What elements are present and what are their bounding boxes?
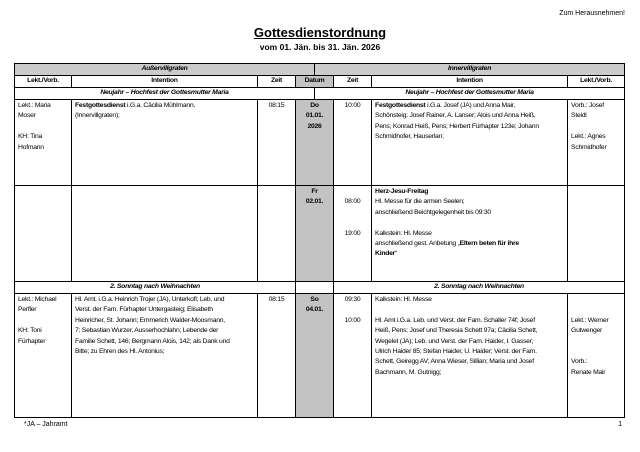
col-header-intention-right: Intention (372, 76, 568, 88)
col-header-datum: Datum (296, 76, 334, 88)
zeit-line: 08:15 (268, 102, 285, 109)
region-header-left: Außervillgraten (15, 64, 315, 76)
zeit-line: 09:30 (344, 296, 361, 303)
intention-line: Ulrich Haider 85; Stefan Haider, U. Haider; Verst. der Fam. (375, 348, 537, 356)
intention-line: Bachmann, M. Gutnigg; (375, 368, 442, 376)
lekt-line: KH: Tina (18, 133, 43, 141)
zeit-cell-right (334, 294, 372, 418)
lekt-line (571, 305, 621, 315)
intention-cell-right (372, 294, 568, 418)
lekt-line (18, 316, 68, 326)
lekt-cell-right (568, 186, 625, 282)
table-row-colhead (15, 76, 625, 88)
zeit-cell-right (334, 100, 372, 186)
intention-cell-right (372, 186, 568, 282)
col-header-intention-left: Intention (72, 76, 258, 88)
datum-line: Do (310, 102, 319, 109)
intention-line: anschließend gest. Anbetung „Eltern beten für ihre (375, 240, 519, 248)
col-header-zeit-left: Zeit (258, 76, 296, 88)
lekt-line: Hofmann (18, 143, 44, 151)
lekt-line: Vorb.: (571, 358, 588, 366)
lekt-line: Lekt.: Agnes (571, 133, 606, 141)
intention-line: Hl. Amt i.G.a. Leb. und Verst. der Fam. Schaller 74f; Josef (375, 316, 535, 324)
datum-cell (296, 294, 334, 418)
lekt-cell-right (568, 100, 625, 186)
page-subtitle: vom 01. Jän. bis 31. Jän. 2026 (259, 42, 381, 52)
intention-line: Schmidhofer, Hauserlan; (375, 133, 444, 141)
col-header-lekt-right: Lekt./Vorb. (568, 76, 625, 88)
lekt-line: Renate Mair (571, 368, 606, 376)
intention-line: Kalkstein: Hl. Messe (375, 296, 432, 303)
zeit-cell-left (258, 100, 296, 186)
section-title-left: 2. Sonntag nach Weihnachten (15, 282, 296, 294)
lekt-line: Perfler (18, 306, 37, 314)
page-number: 1 (618, 421, 622, 428)
datum-cell (296, 186, 334, 282)
lekt-line (571, 295, 621, 305)
table-row-region (15, 64, 625, 76)
datum-line: 04.01. (305, 306, 324, 314)
lekt-line: Fürhapter (18, 337, 46, 345)
table-row-entry (15, 186, 625, 282)
section-title-right: 2. Sonntag nach Weihnachten (334, 282, 625, 294)
intention-line: Kalkstein: Hl. Messe (375, 229, 432, 237)
intention-line: Festgottesdienst i.G.a. Cäcilia Mühlmann, (75, 102, 196, 109)
zeit-line: 19:00 (344, 229, 361, 237)
schedule-table (14, 63, 625, 418)
intention-line: Kinder“ (375, 250, 398, 258)
intention-line: Heinricher, St. Johann; Emmerich Walder-Moosmann, (75, 316, 225, 324)
table-row-entry (15, 100, 625, 186)
table-row-section (15, 88, 625, 100)
zeit-line (337, 208, 368, 218)
datum-line: 02.01. (305, 198, 324, 206)
intention-line: Pens; Konrad Heiß, Pens; Herbert Fürhapter 123e; Johann (375, 122, 539, 130)
section-datum-gap (296, 282, 334, 294)
table-row-section (15, 282, 625, 294)
page-title: Gottesdienstordnung (253, 25, 387, 40)
lekt-line (18, 122, 68, 132)
intention-line: Hl. Amt. i.G.a. Heinrich Trojer (JA), Unterkofl; Leb. und (75, 296, 225, 303)
intention-cell-left (72, 186, 258, 282)
intention-line: Herz-Jesu-Freitag (375, 188, 429, 195)
zeit-cell-left (258, 186, 296, 282)
zeit-line: 10:00 (344, 316, 361, 324)
corner-note: Zum Herausnehmen! (559, 10, 625, 17)
intention-line: Schett, Geiregg AV; Anna Wieser, Sillian; Maria und Josef (375, 358, 534, 366)
lekt-cell-left (15, 186, 72, 282)
lekt-line: Gutwenger (571, 327, 603, 335)
intention-line: Bitte; zu Ehren des Hl. Antonius; (75, 348, 165, 356)
datum-line: Fr (311, 188, 318, 195)
intention-line: anschließend Beichtgelegenheit bis 09:30 (375, 208, 491, 216)
region-header-right: Innervillgraten (315, 64, 625, 76)
zeit-cell-right (334, 186, 372, 282)
table-row-entry (15, 294, 625, 418)
col-header-zeit-right: Zeit (334, 76, 372, 88)
intention-line: (Innervillgraten); (75, 112, 120, 120)
lekt-line (571, 347, 621, 357)
datum-line: 2026 (307, 122, 322, 130)
section-title-left: Neujahr – Hochfest der Gottesmutter Maria (15, 88, 315, 100)
lekt-line (571, 337, 621, 347)
lekt-line: Steidl (571, 112, 587, 120)
zeit-line (337, 187, 368, 197)
zeit-line: 08:15 (268, 296, 285, 303)
lekt-line: Lekt.: Michael (18, 296, 57, 303)
lekt-line: Lekt.: Maria (18, 102, 51, 109)
intention-line: Familie Schett, 146; Bergmann Alois, 142; als Dank und (75, 337, 230, 345)
lekt-line: Moser (18, 112, 36, 120)
lekt-line: KH: Toni (18, 327, 42, 335)
lekt-line (571, 122, 621, 132)
lekt-line: Schmidhofer (571, 143, 607, 151)
lekt-cell-left (15, 294, 72, 418)
intention-cell-left (72, 100, 258, 186)
zeit-line: 08:00 (344, 198, 361, 206)
zeit-line (337, 218, 368, 228)
intention-line (375, 305, 564, 315)
intention-line: Hl. Messe für die armen Seelen; (375, 198, 465, 206)
col-header-lekt-left: Lekt./Vorb. (15, 76, 72, 88)
datum-line: So (310, 296, 319, 303)
intention-cell-right (372, 100, 568, 186)
datum-line: 01.01. (305, 112, 324, 120)
intention-line: Verst. der Fam. Fürhapter Untergasteig; Elisabeth (75, 306, 213, 314)
datum-cell (296, 100, 334, 186)
intention-line: 7; Sebastian Wurzer, Ausserhochlahn; Lebende der (75, 327, 219, 335)
section-title-right: Neujahr – Hochfest der Gottesmutter Maria (315, 88, 625, 100)
intention-line: Heiß, Pens; Josef und Theresia Schett 97a; Cäcilia Schett, (375, 327, 538, 335)
zeit-line: 10:00 (344, 102, 361, 109)
lekt-line: Lekt.: Werner (571, 316, 609, 324)
footer-note: *JA – Jahramt (24, 421, 68, 428)
zeit-cell-left (258, 294, 296, 418)
intention-cell-left (72, 294, 258, 418)
lekt-cell-right (568, 294, 625, 418)
lekt-line: Vorb.: Josef (571, 102, 604, 109)
lekt-cell-left (15, 100, 72, 186)
intention-line: Wegelet (JA); Leb. und Verst. der Fam. Haider, I. Gasser; (375, 337, 534, 345)
intention-line: Schönsteig; Josef Rainer, A. Lanser; Alois und Anna Heiß, (375, 112, 536, 120)
zeit-line (337, 305, 368, 315)
intention-line (375, 218, 564, 228)
intention-line: Festgottesdienst i.G.a. Josef (JA) und Anna Mair, (375, 102, 516, 109)
